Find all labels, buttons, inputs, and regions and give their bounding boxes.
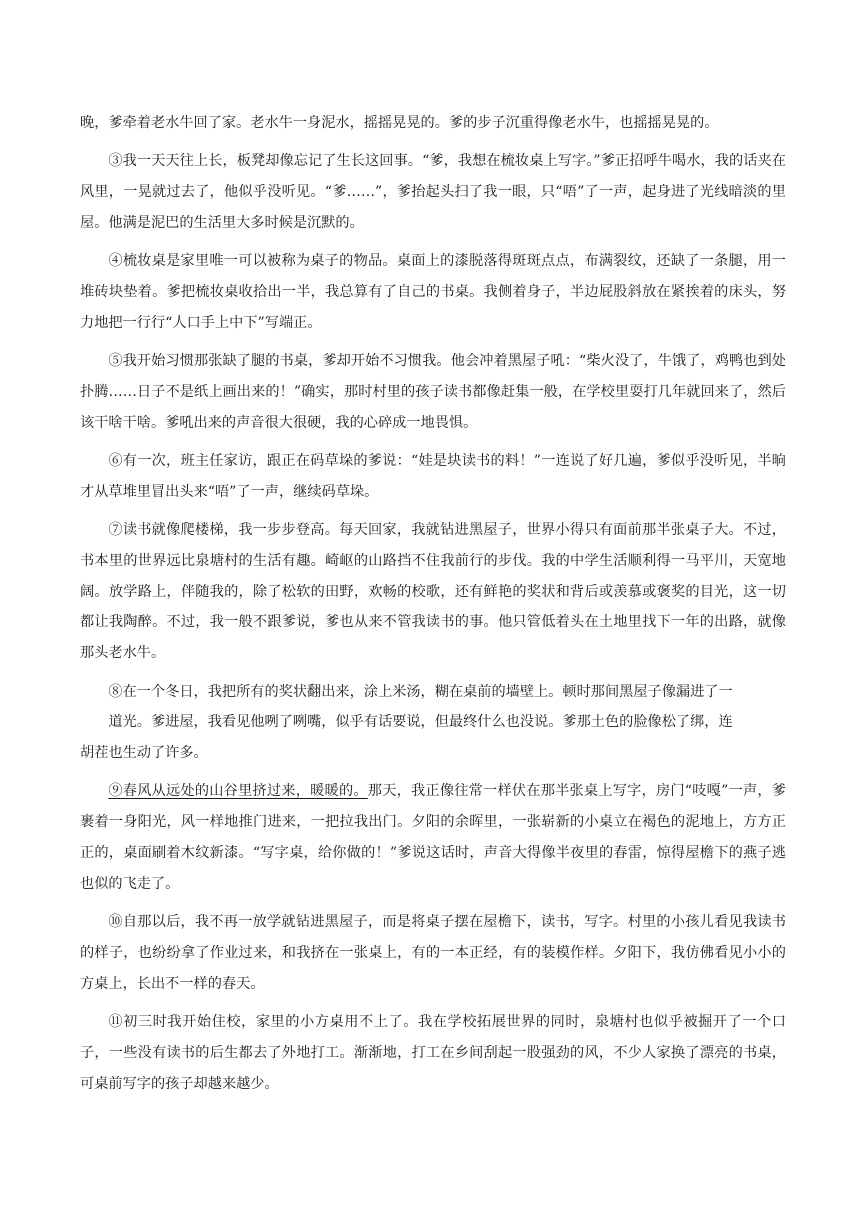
underlined-sentence: ⑨春风从远处的山谷里挤过来，暖暖的。 bbox=[108, 783, 368, 800]
paragraph-4: ④梳妆桌是家里唯一可以被称为桌子的物品。桌面上的漆脱落得斑斑点点，布满裂纹，还缺了一条腿，用一堆砖块垫着。爹把梳妆桌收拾出一半，我总算有了自己的书桌。我侧着身子，半边屁股斜放在紧挨着的床头，努力地把一行行“人口手上中下”写端正。 bbox=[80, 253, 786, 331]
paragraph-8-line-3: 胡茬也生动了许多。 bbox=[80, 745, 208, 762]
paragraph-8 bbox=[80, 677, 786, 769]
paragraph-3: ③我一天天往上长，板凳却像忘记了生长这回事。“爹，我想在梳妆桌上写字。”爹正招呼牛喝水，我的话夹在风里，一晃就过去了，他似乎没听见。“爹……”，爹抬起头扫了我一眼，只“唔”了一声，起身进了光线暗淡的里屋。他满是泥巴的生活里大多时候是沉默的。 bbox=[80, 153, 786, 231]
paragraph-5: ⑤我开始习惯那张缺了腿的书桌，爹却开始不习惯我。他会冲着黑屋子吼：“柴火没了，牛饿了，鸡鸭也到处扑腾……日子不是纸上画出来的！”确实，那时村里的孩子读书都像赶集一般，在学校里耍打几年就回来了，然后该干啥干啥。爹吼出来的声音很大很硬，我的心碎成一地畏惧。 bbox=[80, 353, 786, 431]
paragraph-11: ⑪初三时我开始住校，家里的小方桌用不上了。我在学校拓展世界的同时，泉塘村也似乎被掘开了一个口子，一些没有读书的后生都去了外地打工。渐渐地，打工在乡间刮起一股强劲的风，不少人家换了漂亮的书桌，可桌前写字的孩子却越来越少。 bbox=[80, 1014, 786, 1092]
paragraph-9 bbox=[80, 776, 786, 899]
paragraph-8-line-2: 道光。爹进屋，我看见他咧了咧嘴，似乎有话要说，但最终什么也没说。爹那土色的脸像松了绑，连 bbox=[108, 714, 733, 731]
document-page bbox=[80, 108, 786, 1107]
paragraph-8-line-1: ⑧在一个冬日，我把所有的奖状翻出来，涂上米汤，糊在桌前的墙壁上。顿时那间黑屋子像漏进了一 bbox=[108, 683, 733, 700]
paragraph-0: 晚，爹牵着老水牛回了家。老水牛一身泥水，摇摇晃晃的。爹的步子沉重得像老水牛，也摇摇晃晃的。 bbox=[80, 115, 719, 131]
paragraph-10: ⑩自那以后，我不再一放学就钻进黑屋子，而是将桌子摆在屋檐下，读书，写字。村里的小孩儿看见我读书的样子，也纷纷拿了作业过来，和我挤在一张桌上，有的一本正经，有的装模作样。夕阳下，我仿佛看见小小的方桌上，长出不一样的春天。 bbox=[80, 914, 786, 992]
paragraph-9-rest: 那天，我正像往常一样伏在那半张桌上写字，房门“吱嘎”一声，爹裹着一身阳光，风一样地推门进来，一把拉我出门。夕阳的余晖里，一张崭新的小桌立在褐色的泥地上，方方正正的，桌面刷着木纹新漆。“写字桌，给你做的！”爹说这话时，声音大得像半夜里的春雷，惊得屋檐下的燕子逃也似的飞走了。 bbox=[80, 783, 786, 892]
paragraph-6: ⑥有一次，班主任家访，跟正在码草垛的爹说：“娃是块读书的料！”一连说了好几遍，爹似乎没听见，半晌才从草堆里冒出头来“唔”了一声，继续码草垛。 bbox=[80, 452, 786, 500]
paragraph-7: ⑦读书就像爬楼梯，我一步步登高。每天回家，我就钻进黑屋子，世界小得只有面前那半张桌子大。不过，书本里的世界远比泉塘村的生活有趣。崎岖的山路挡不住我前行的步伐。我的中学生活顺利得一马平川，天宽地阔。放学路上，伴随我的，除了松软的田野，欢畅的校歌，还有鲜艳的奖状和背后或羡慕或褒奖的目光，这一切都让我陶醉。不过，我一般不跟爹说，爹也从来不管我读书的事。他只管低着头在土地里找下一年的出路，就像那头老水牛。 bbox=[80, 522, 786, 662]
